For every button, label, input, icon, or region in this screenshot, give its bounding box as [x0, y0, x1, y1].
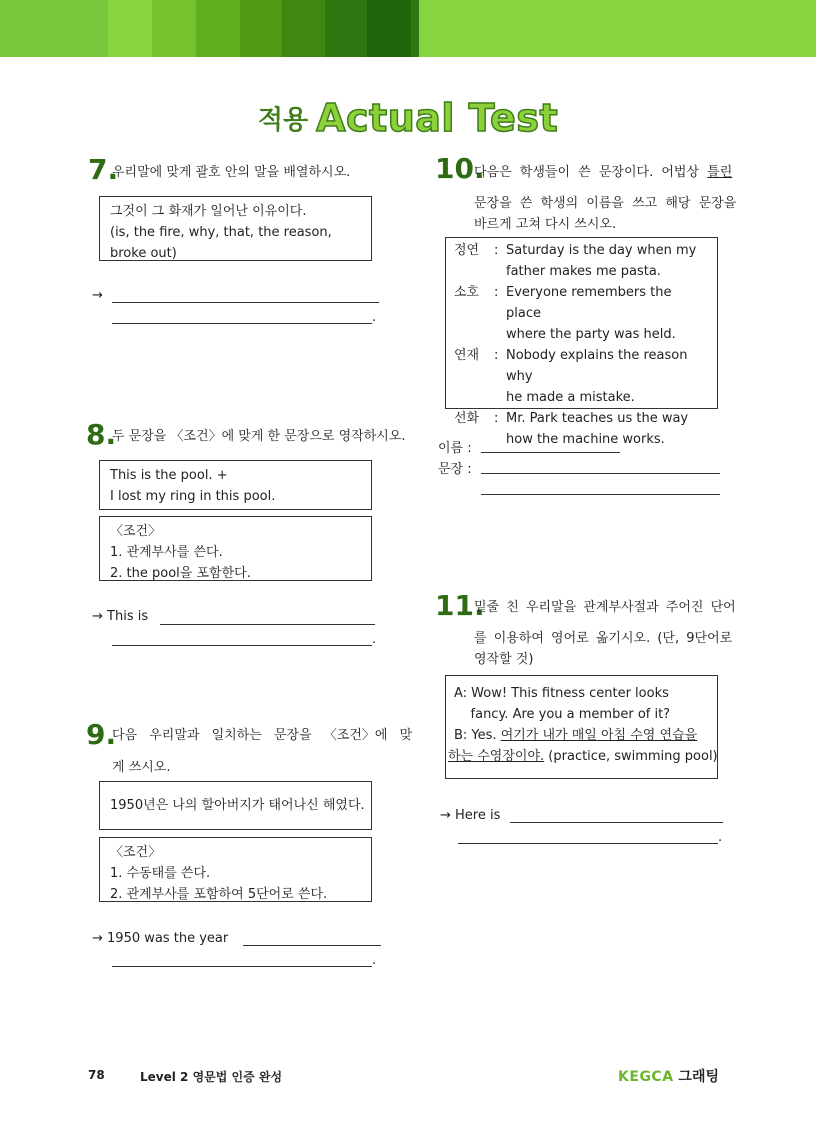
question-9-prompt-line-1: 다음 우리말과 일치하는 문장을 〈조건〉에 맞 — [112, 728, 413, 743]
header-stripe-segment — [411, 0, 419, 57]
q10-sentence-text — [506, 408, 688, 450]
page-title — [0, 96, 816, 140]
q10-sentence-text — [506, 345, 709, 408]
q8-condition-line: 〈조건〉 — [110, 524, 162, 539]
q10-sep: : — [494, 243, 499, 258]
q11-underlined-korean: 여기가 내가 매일 아침 수영 연습을 — [500, 728, 698, 743]
q10-sentence-line: father makes me pasta. — [506, 264, 661, 279]
q10-student-name: 연재 — [454, 348, 480, 363]
title-english: Actual Test — [316, 96, 559, 140]
question-10-prompt-line-2: 문장을 쓴 학생의 이름을 쓰고 해당 문장을 — [474, 196, 737, 211]
q8-answer-line-1[interactable] — [160, 624, 375, 625]
q10-sep: : — [494, 411, 499, 426]
question-8-box-sentences — [99, 460, 372, 510]
title-korean: 적용 — [257, 105, 309, 136]
q10-sentence-line: Saturday is the day when my — [506, 243, 697, 258]
q11-dialog-line — [448, 746, 718, 767]
q7-answer-line-1[interactable] — [112, 302, 379, 303]
q9-condition-line: 2. 관계부사를 포함하여 5단어로 쓴다. — [110, 887, 328, 902]
q8-answer-start: → This is — [92, 609, 149, 624]
header-stripe-segment — [196, 0, 240, 57]
q10-student-name: 소호 — [454, 285, 480, 300]
question-9-number: 9. — [86, 718, 117, 751]
q9-condition-line: 1. 수동태를 쓴다. — [110, 866, 211, 881]
header-stripe-segment — [367, 0, 411, 57]
question-9-box-sentence — [99, 781, 372, 830]
question-11-number: 11. — [435, 589, 485, 622]
q10-sentence-text — [506, 282, 709, 345]
q11-answer-line-1[interactable] — [510, 822, 723, 823]
q7-box-line: broke out) — [110, 246, 177, 261]
q7-box-line: (is, the fire, why, that, the reason, — [110, 225, 332, 240]
q9-answer-start: → 1950 was the year — [92, 931, 229, 946]
q11-speaker-b: B: Yes. — [454, 728, 501, 743]
q11-dialog-line — [454, 725, 709, 746]
q9-answer-line-1[interactable] — [243, 945, 381, 946]
q9-condition-line: 〈조건〉 — [110, 845, 162, 860]
q10-sentence-line: Everyone remembers the place — [506, 285, 672, 321]
question-8-number: 8. — [86, 418, 117, 451]
book-title: Level 2 영문법 인증 완성 — [140, 1070, 283, 1084]
header-stripe-bar — [0, 0, 816, 57]
question-11-dialog-box — [445, 675, 718, 779]
question-9-box-conditions — [99, 837, 372, 902]
question-11-prompt-line-3: 영작할 것) — [474, 652, 534, 667]
q9-answer-line-2[interactable] — [112, 966, 372, 967]
q10-sentence-row — [454, 282, 709, 345]
question-11-prompt-line-2: 를 이용하여 영어로 옮기시오. (단, 9단어로 — [474, 631, 733, 646]
question-10-prompt-line-3: 바르게 고쳐 다시 쓰시오. — [474, 217, 617, 232]
question-7-prompt: 우리말에 맞게 괄호 안의 말을 배열하시오. — [112, 165, 351, 180]
q10-sentence-line: Nobody explains the reason why — [506, 348, 688, 384]
q11-answer-line-2[interactable] — [458, 843, 718, 844]
q11-period: . — [718, 830, 723, 845]
page-number: 78 — [88, 1068, 105, 1082]
header-stripe-segment — [325, 0, 367, 57]
brand-kegca: KEGCA — [618, 1069, 674, 1085]
q10-sentence-label: 문장 : — [438, 462, 472, 477]
q10-name-answer-line[interactable] — [481, 452, 620, 453]
q7-answer-line-2[interactable] — [112, 323, 372, 324]
q10-prompt-text: 다음은 학생들이 쓴 문장이다. 어법상 — [474, 165, 708, 180]
question-8-box-conditions — [99, 516, 372, 581]
q10-sentence-line: where the party was held. — [506, 327, 676, 342]
q10-sentence-answer-line-1[interactable] — [481, 473, 720, 474]
q10-sentence-text — [506, 240, 696, 282]
header-stripe-segment — [108, 0, 152, 57]
question-7-number: 7. — [88, 153, 119, 186]
brand-logo — [618, 1066, 719, 1086]
q7-period: . — [372, 310, 377, 325]
q11-given-words: (practice, swimming pool) — [544, 749, 718, 764]
q8-condition-line: 1. 관계부사를 쓴다. — [110, 545, 223, 560]
q7-arrow: → — [92, 288, 103, 303]
header-stripe-segment — [419, 0, 816, 57]
q10-sep: : — [494, 285, 499, 300]
question-10-number: 10. — [435, 152, 485, 185]
question-10-prompt-line-1 — [474, 162, 732, 183]
q8-answer-line-2[interactable] — [112, 645, 372, 646]
q10-sentence-answer-line-2[interactable] — [481, 494, 720, 495]
question-7-box — [99, 196, 372, 261]
q10-sentence-row — [454, 408, 709, 450]
question-10-sentences-box — [445, 237, 718, 447]
header-stripe-segment — [0, 0, 108, 57]
q10-sentence-line: he made a mistake. — [506, 390, 635, 405]
q9-period: . — [372, 953, 377, 968]
q10-student-name: 선화 — [454, 411, 480, 426]
q8-box-line: I lost my ring in this pool. — [110, 489, 276, 504]
q11-answer-start: → Here is — [440, 808, 501, 823]
q11-dialog-line: fancy. Are you a member of it? — [454, 707, 671, 722]
q10-sentence-row — [454, 240, 709, 282]
header-stripe-segment — [282, 0, 325, 57]
q10-sentence-line: Mr. Park teaches us the way — [506, 411, 689, 426]
q10-sentence-line: how the machine works. — [506, 432, 665, 447]
brand-name: 그래팅 — [678, 1069, 719, 1085]
q10-name-label: 이름 : — [438, 441, 472, 456]
q10-prompt-underlined: 틀린 — [707, 165, 733, 180]
q11-dialog-line: A: Wow! This fitness center looks — [454, 686, 669, 701]
q10-sentence-row — [454, 345, 709, 408]
q10-student-name: 정연 — [454, 243, 480, 258]
q7-box-line: 그것이 그 화재가 일어난 이유이다. — [110, 204, 307, 219]
q8-period: . — [372, 632, 377, 647]
q10-sep: : — [494, 348, 499, 363]
q8-condition-line: 2. the pool을 포함한다. — [110, 566, 251, 581]
header-stripe-segment — [152, 0, 196, 57]
question-8-prompt: 두 문장을 〈조건〉에 맞게 한 문장으로 영작하시오. — [112, 429, 406, 444]
question-9-prompt-line-2: 게 쓰시오. — [112, 760, 171, 775]
q11-underlined-korean: 하는 수영장이야. — [448, 749, 545, 764]
q8-box-line: This is the pool. + — [110, 468, 228, 483]
q9-box-line: 1950년은 나의 할아버지가 태어나신 해였다. — [110, 798, 365, 813]
question-11-prompt-line-1: 밑줄 친 우리말을 관계부사절과 주어진 단어 — [474, 600, 736, 615]
header-stripe-segment — [240, 0, 282, 57]
